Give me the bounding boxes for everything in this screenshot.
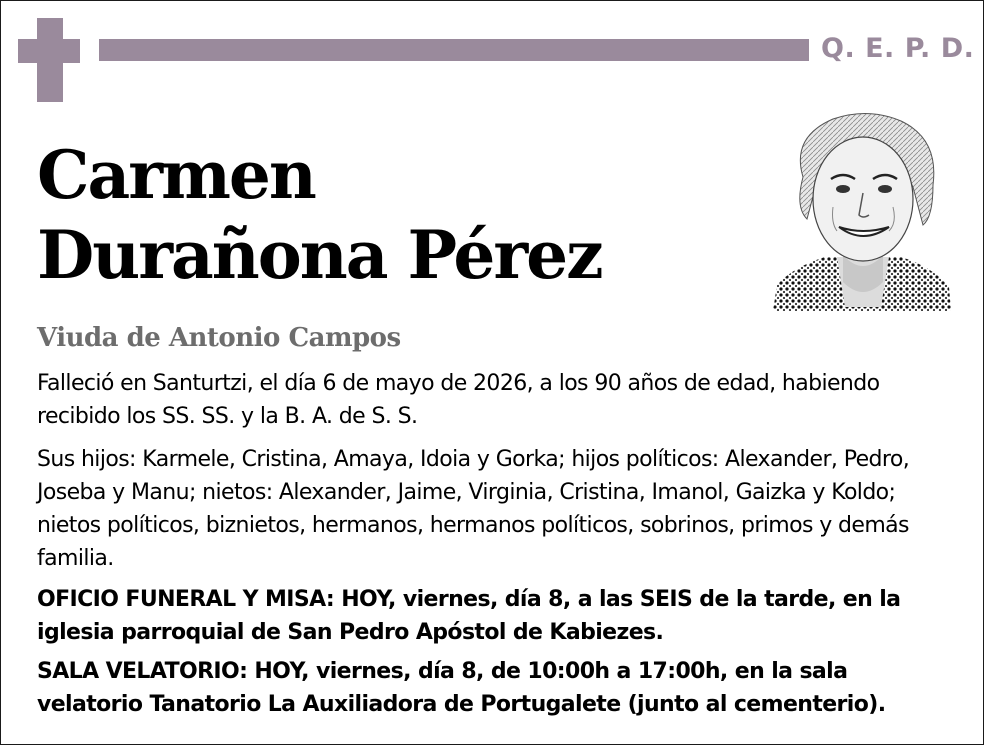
cross-icon-horizontal: [18, 39, 80, 63]
deceased-name: [37, 135, 602, 295]
portrait-photo: [773, 107, 951, 311]
funeral-paragraph: OFICIO FUNERAL Y MISA: HOY, viernes, día 8, a las SEIS de la tarde, en la iglesia parroquial de San Pedro Apóstol de Kabiezes.: [37, 587, 901, 645]
header-rule: [99, 39, 809, 61]
portrait-image: [773, 107, 951, 311]
death-notice-paragraph: Falleció en Santurtzi, el día 6 de mayo de 2026, a los 90 años de edad, habiendo recibido los SS. SS. y la B. A. de S. S.: [37, 371, 880, 429]
widow-of-line: Viuda de Antonio Campos: [37, 323, 401, 353]
family-paragraph: Sus hijos: Karmele, Cristina, Amaya, Idoia y Gorka; hijos políticos: Alexander, Pedro, Joseba y Manu; nietos: Alexander, Jaime, Virginia, Cristina, Imanol, Gaizka y Koldo; nietos políticos, biznietos, hermanos, hermanos políticos, sobrinos, primos y demás familia.: [37, 447, 910, 571]
deceased-first-name: Carmen: [37, 136, 315, 214]
wake-paragraph: SALA VELATORIO: HOY, viernes, día 8, de 10:00h a 17:00h, en la sala velatorio Tanatorio La Auxiliadora de Portugalete (junto al cementerio).: [37, 659, 886, 717]
deceased-surnames: Durañona Pérez: [37, 216, 602, 294]
qepd-label: Q. E. P. D.: [821, 33, 975, 64]
